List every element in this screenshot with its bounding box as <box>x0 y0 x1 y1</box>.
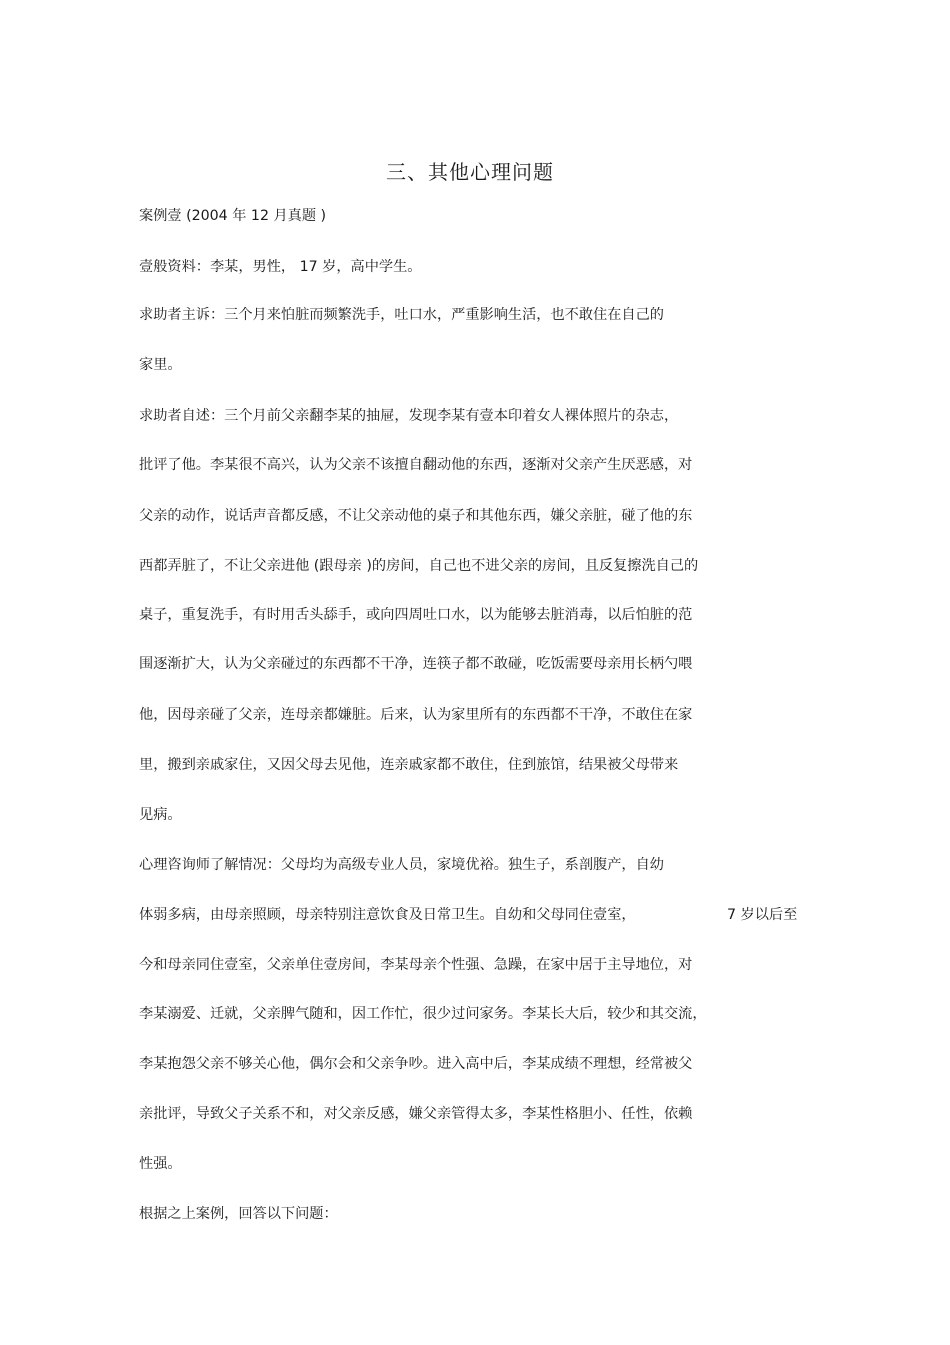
paragraph-line: 求助者自述：三个月前父亲翻李某的抽屉，发现李某有壹本印着女人裸体照片的杂志， <box>139 408 679 424</box>
paragraph-line: 桌子，重复洗手，有时用舌头舔手，或向四周吐口水，以为能够去脏消毒，以后怕脏的范 <box>139 607 693 623</box>
paragraph-line: 他，因母亲碰了父亲，连母亲都嫌脏。后来，认为家里所有的东西都不干净，不敢住在家 <box>139 707 693 723</box>
paragraph-line: 体弱多病，由母亲照顾，母亲特别注意饮食及日常卫生。自幼和父母同住壹室， <box>139 907 636 923</box>
paragraph-line: 西都弄脏了，不让父亲进他 (跟母亲 )的房间，自己也不进父亲的房间，且反复擦洗自己的 <box>139 558 699 574</box>
paragraph-line: 李某溺爱、迁就，父亲脾气随和，因工作忙，很少过问家务。李某长大后，较少和其交流， <box>139 1006 707 1022</box>
paragraph-line: 见病。 <box>139 807 182 823</box>
paragraph-line: 案例壹 (2004 年 12 月真题 ) <box>139 208 327 224</box>
paragraph-line: 里，搬到亲戚家住，又因父母去见他，连亲戚家都不敢住，住到旅馆，结果被父母带来 <box>139 757 679 773</box>
paragraph-line: 壹般资料：李某，男性， 17 岁，高中学生。 <box>139 259 422 275</box>
paragraph-line: 心理咨询师了解情况：父母均为高级专业人员，家境优裕。独生子，系剖腹产，自幼 <box>139 857 664 873</box>
paragraph-line: 根据之上案例，回答以下问题： <box>139 1206 338 1222</box>
paragraph-line: 性强。 <box>139 1156 182 1172</box>
paragraph-line: 父亲的动作，说话声音都反感，不让父亲动他的桌子和其他东西，嫌父亲脏，碰了他的东 <box>139 508 693 524</box>
paragraph-line: 批评了他。李某很不高兴，认为父亲不该擅自翻动他的东西，逐渐对父亲产生厌恶感，对 <box>139 457 693 473</box>
paragraph-line: 家里。 <box>139 357 182 373</box>
paragraph-line: 亲批评，导致父子关系不和，对父亲反感，嫌父亲管得太多，李某性格胆小、任性，依赖 <box>139 1106 693 1122</box>
paragraph-line-tail: 7 岁以后至 <box>727 907 798 923</box>
paragraph-line: 今和母亲同住壹室，父亲单住壹房间，李某母亲个性强、急躁，在家中居于主导地位，对 <box>139 957 693 973</box>
page-title: 三、其他心理问题 <box>386 160 554 184</box>
paragraph-line: 李某抱怨父亲不够关心他，偶尔会和父亲争吵。进入高中后，李某成绩不理想，经常被父 <box>139 1056 693 1072</box>
paragraph-line: 围逐渐扩大，认为父亲碰过的东西都不干净，连筷子都不敢碰，吃饭需要母亲用长柄勺喂 <box>139 656 693 672</box>
paragraph-line: 求助者主诉：三个月来怕脏而频繁洗手，吐口水，严重影响生活，也不敢住在自己的 <box>139 307 664 323</box>
